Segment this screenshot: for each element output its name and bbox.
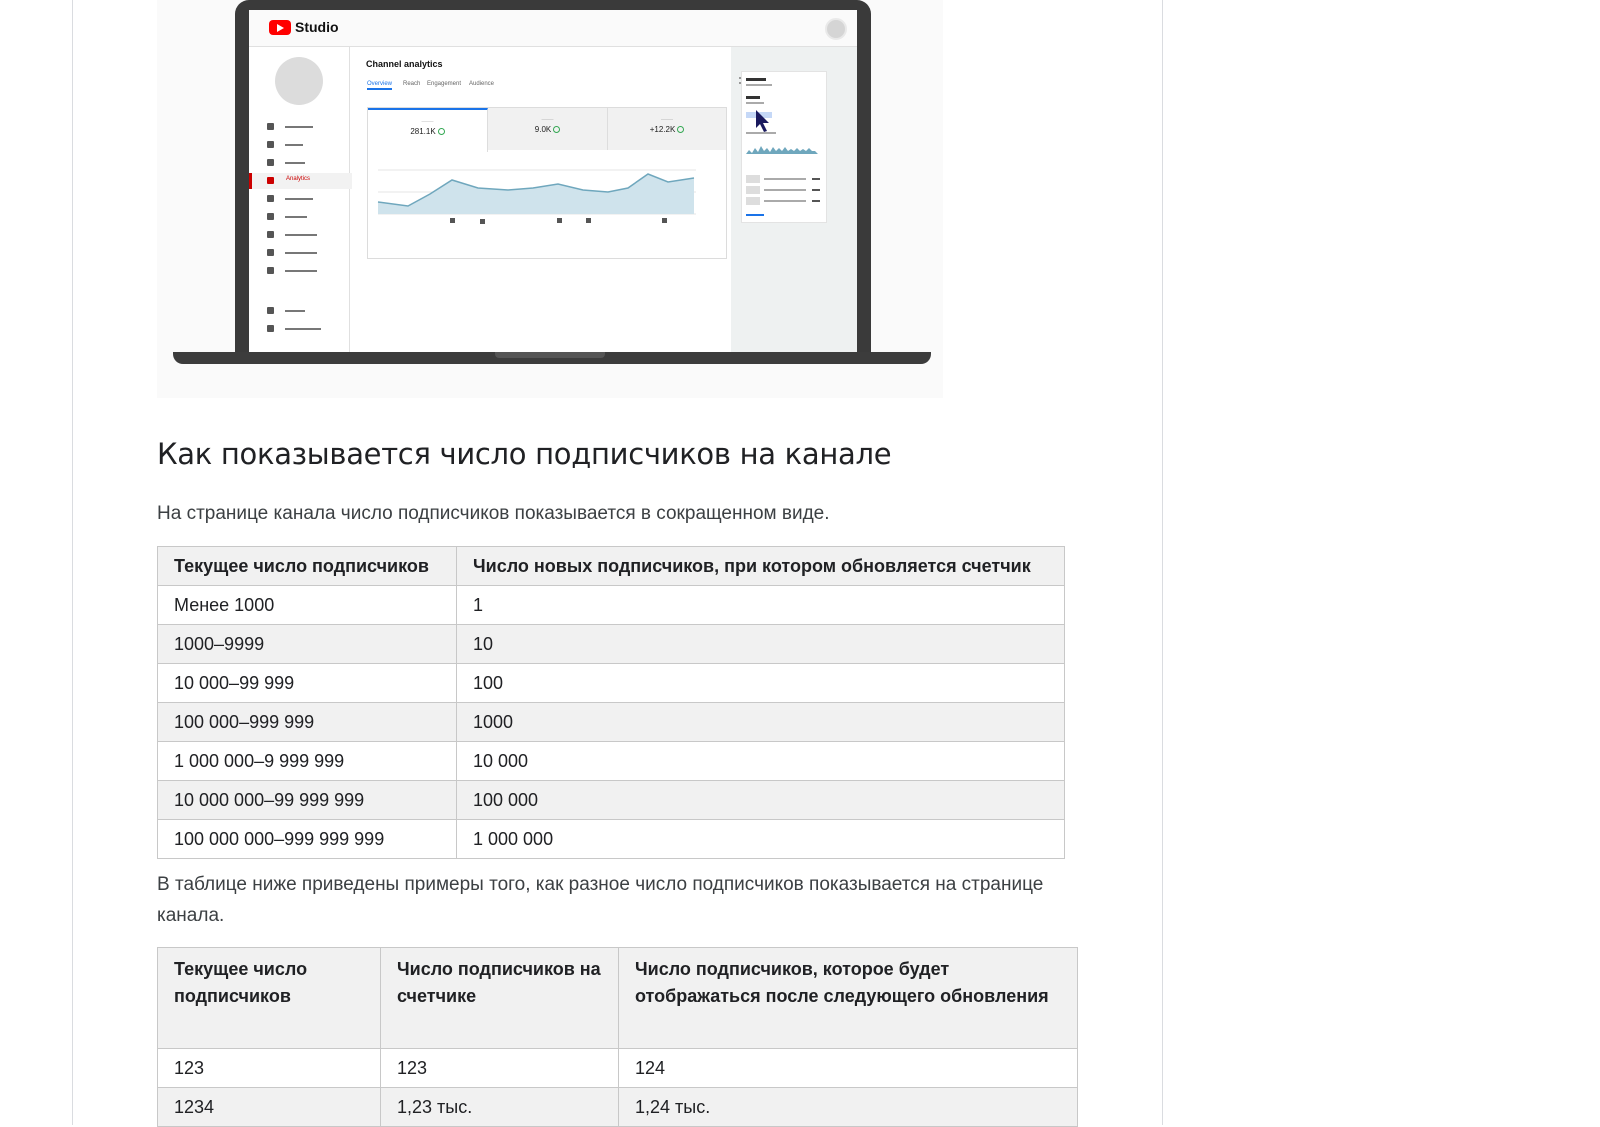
table-row xyxy=(158,820,1065,859)
table-cell: 123 xyxy=(158,1049,381,1088)
analytics-icon xyxy=(267,177,274,184)
table-cell: 100 000 000–999 999 999 xyxy=(158,820,457,859)
laptop-frame xyxy=(235,0,871,352)
metric-watch-time: ——— 9.0K xyxy=(488,108,608,150)
table-cell: 1,24 тыс. xyxy=(619,1088,1078,1127)
table-cell: 100 000 xyxy=(457,781,1065,820)
table-cell: 10 000–99 999 xyxy=(158,664,457,703)
laptop-notch xyxy=(495,352,605,358)
account-avatar xyxy=(825,18,847,40)
tab-reach: Reach xyxy=(403,81,421,87)
section-heading: Как показывается число подписчиков на канале xyxy=(157,437,892,471)
intro-paragraph: На странице канала число подписчиков показывается в сокращенном виде. xyxy=(157,503,830,524)
realtime-panel xyxy=(731,47,857,352)
table-cell: 1 000 000 xyxy=(457,820,1065,859)
analytics-card xyxy=(367,107,727,259)
sidebar-item-dashboard xyxy=(263,119,333,135)
table-cell: 124 xyxy=(619,1049,1078,1088)
table-cell: 10 000 000–99 999 999 xyxy=(158,781,457,820)
table-cell: 1 000 000–9 999 999 xyxy=(158,742,457,781)
table-row xyxy=(158,625,1065,664)
subtitles-icon xyxy=(267,213,274,220)
table-cell: 100 000–999 999 xyxy=(158,703,457,742)
metric-subscribers: ——— +12.2K xyxy=(608,108,726,150)
dashboard-icon xyxy=(267,123,274,130)
studio-header xyxy=(249,10,857,47)
realtime-card xyxy=(741,71,827,223)
page-border-right xyxy=(1162,0,1163,1125)
tab-overview: Overview xyxy=(367,81,392,90)
page-border-left xyxy=(72,0,73,1125)
channel-avatar xyxy=(275,57,323,105)
analytics-line-chart xyxy=(368,150,726,258)
playlist-icon xyxy=(267,159,274,166)
sidebar-item-settings xyxy=(263,303,333,319)
metric-views: ——— 281.1K xyxy=(368,108,488,152)
table-row xyxy=(158,586,1065,625)
column-header: Число подписчиков, которое будет отображаться после следующего обновления xyxy=(619,948,1078,1049)
table-cell: 1 xyxy=(457,586,1065,625)
library-icon xyxy=(267,267,274,274)
studio-main xyxy=(350,47,730,352)
table-row xyxy=(158,1049,1078,1088)
sidebar-item-audio-library xyxy=(263,263,333,279)
youtube-logo-icon xyxy=(269,20,291,35)
gear-icon xyxy=(267,307,274,314)
table-row xyxy=(158,1088,1078,1127)
sidebar-item-content xyxy=(263,137,333,153)
column-header: Текущее число подписчиков xyxy=(158,948,381,1049)
column-header: Число новых подписчиков, при котором обновляется счетчик xyxy=(457,547,1065,586)
table-cell: 10 xyxy=(457,625,1065,664)
update-threshold-table xyxy=(157,546,1065,859)
sidebar-item-monetization xyxy=(263,227,333,243)
examples-paragraph: В таблице ниже приведены примеры того, как разное число подписчиков показывается на странице канала. xyxy=(157,874,1044,926)
studio-illustration xyxy=(157,0,943,398)
table-cell: 1,23 тыс. xyxy=(381,1088,619,1127)
tab-engagement: Engagement xyxy=(427,81,462,87)
table-row xyxy=(158,664,1065,703)
content-icon xyxy=(267,141,274,148)
sidebar-item-label: Analytics xyxy=(286,176,311,182)
column-header: Текущее число подписчиков xyxy=(158,547,457,586)
studio-sidebar xyxy=(249,47,350,352)
channel-analytics-title: Channel analytics xyxy=(366,59,443,69)
table-cell: 1234 xyxy=(158,1088,381,1127)
table-cell: Менее 1000 xyxy=(158,586,457,625)
laptop-screen xyxy=(249,10,857,352)
sidebar-item-comments xyxy=(263,191,333,207)
table-cell: 100 xyxy=(457,664,1065,703)
table-header-row xyxy=(158,547,1065,586)
magic-wand-icon xyxy=(267,249,274,256)
studio-logo-text: Studio xyxy=(295,19,339,35)
table-header-row xyxy=(158,948,1078,1049)
column-header: Число подписчиков на счетчике xyxy=(381,948,619,1049)
display-examples-table xyxy=(157,947,1078,1127)
feedback-icon xyxy=(267,325,274,332)
sidebar-item-subtitles xyxy=(263,209,333,225)
realtime-mini-chart xyxy=(742,72,826,222)
table-cell: 1000 xyxy=(457,703,1065,742)
sidebar-item-playlists xyxy=(263,155,333,171)
comments-icon xyxy=(267,195,274,202)
table-cell: 10 000 xyxy=(457,742,1065,781)
sidebar-item-customization xyxy=(263,245,333,261)
table-cell: 1000–9999 xyxy=(158,625,457,664)
table-cell: 123 xyxy=(381,1049,619,1088)
sidebar-item-analytics xyxy=(249,173,352,189)
sidebar-item-feedback xyxy=(263,321,333,337)
tab-audience: Audience xyxy=(469,81,495,87)
table-row xyxy=(158,703,1065,742)
table-row xyxy=(158,742,1065,781)
dollar-icon xyxy=(267,231,274,238)
table-row xyxy=(158,781,1065,820)
